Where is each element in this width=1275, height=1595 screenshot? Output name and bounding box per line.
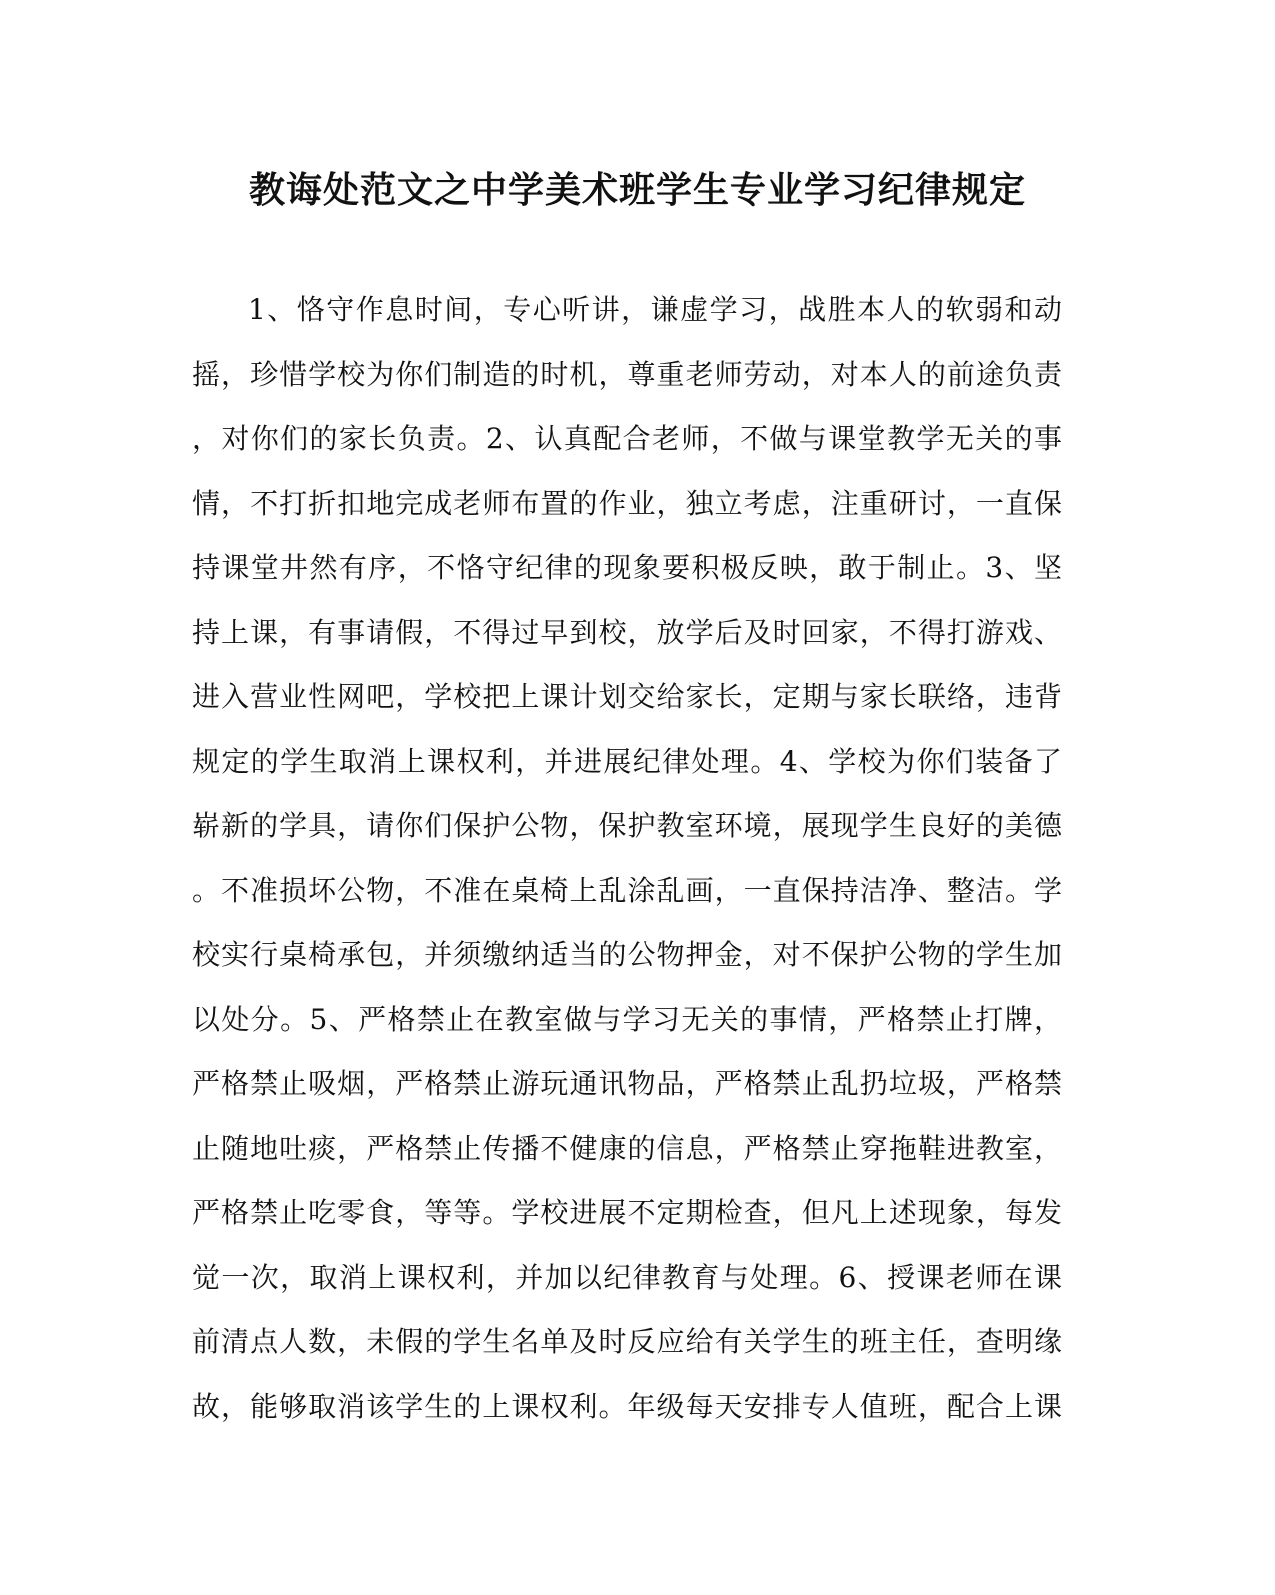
body-line: 前清点人数，未假的学生名单及时反应给有关学生的班主任，查明缘 [192,1325,1062,1358]
body-line: 。不准损坏公物，不准在桌椅上乱涂乱画，一直保持洁净、整洁。学 [192,873,1062,907]
body-line: 校实行桌椅承包，并须缴纳适当的公物押金，对不保护公物的学生加 [192,938,1062,971]
body-line: 觉一次，取消上课权利，并加以纪律教育与处理。6、授课老师在课 [192,1260,1062,1294]
body-line: 进入营业性网吧，学校把上课计划交给家长，定期与家长联络，违背 [192,680,1062,713]
document-body [192,278,1062,1439]
body-line: 持课堂井然有序，不恪守纪律的现象要积极反映，敢于制止。3、坚 [192,551,1062,584]
document-title: 教诲处范文之中学美术班学生专业学习纪律规定 [248,169,1026,211]
body-line: 崭新的学具，请你们保护公物，保护教室环境，展现学生良好的美德 [192,809,1062,842]
body-line: 严格禁止吸烟，严格禁止游玩通讯物品，严格禁止乱扔垃圾，严格禁 [192,1067,1062,1100]
body-line: 严格禁止吃零食，等等。学校进展不定期检查，但凡上述现象，每发 [192,1196,1062,1229]
body-line: 规定的学生取消上课权利，并进展纪律处理。4、学校为你们装备了 [192,744,1062,778]
body-line: 情，不打折扣地完成老师布置的作业，独立考虑，注重研讨，一直保 [192,486,1062,520]
body-line: 以处分。5、严格禁止在教室做与学习无关的事情，严格禁止打牌， [192,1002,1062,1036]
body-line: 止随地吐痰，严格禁止传播不健康的信息，严格禁止穿拖鞋进教室， [192,1131,1062,1165]
body-line: ，对你们的家长负责。2、认真配合老师，不做与课堂教学无关的事 [192,422,1062,455]
body-line: 故，能够取消该学生的上课权利。年级每天安排专人值班，配合上课 [192,1389,1062,1423]
body-line: 持上课，有事请假，不得过早到校，放学后及时回家，不得打游戏、 [192,615,1062,649]
body-line: 1、恪守作息时间，专心听讲，谦虚学习，战胜本人的软弱和动 [248,293,1062,326]
body-line: 摇，珍惜学校为你们制造的时机，尊重老师劳动，对本人的前途负责 [192,357,1062,391]
